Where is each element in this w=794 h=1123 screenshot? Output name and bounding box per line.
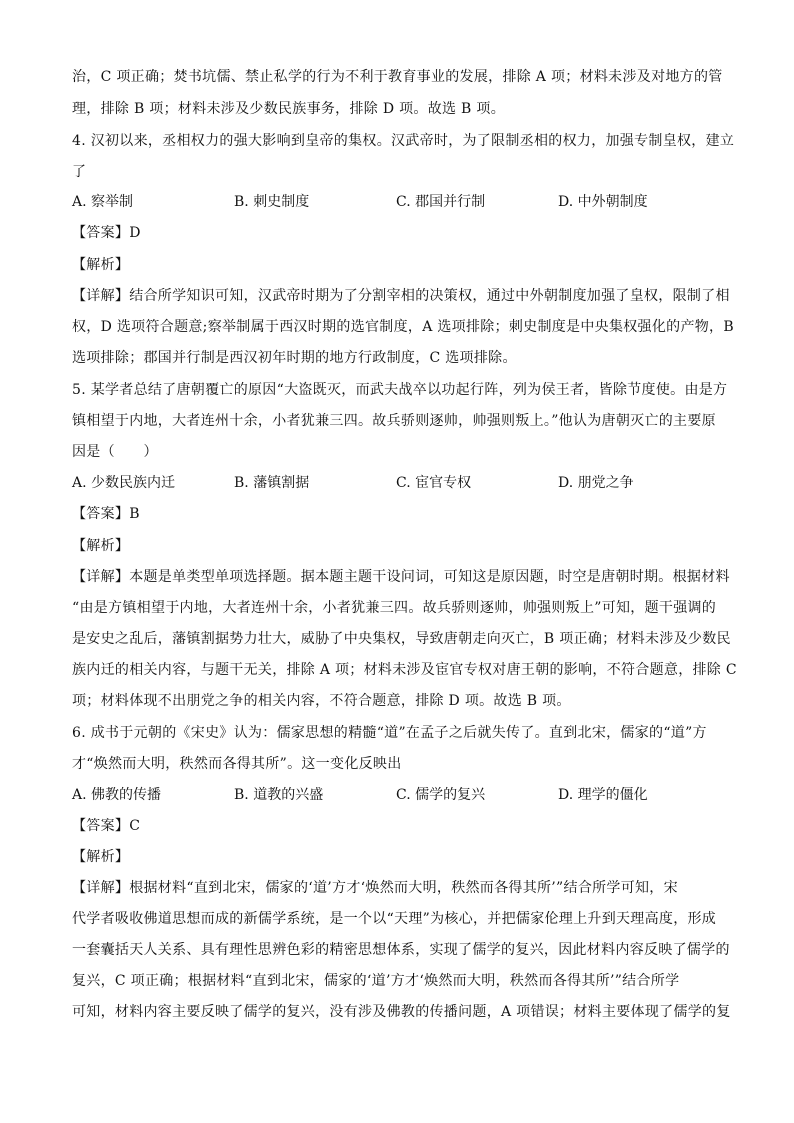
option-d: D. 中外朝制度	[558, 194, 648, 210]
detail-text: 一套囊括天人关系、具有理性思辨色彩的精密思想体系，实现了儒学的复兴，因此材料内容反映了儒学的	[72, 942, 730, 958]
answer-label: 【答案】B	[72, 506, 140, 522]
option-a: A. 佛教的传播	[72, 787, 162, 803]
option-c: C. 郡国并行制	[396, 194, 486, 210]
option-a: A. 少数民族内迁	[72, 475, 176, 491]
answer-label: 【答案】C	[72, 818, 141, 834]
text-line: 治，C 项正确；焚书坑儒、禁止私学的行为不利于教育事业的发展，排除 A 项；材料未涉及对地方的管	[72, 69, 723, 85]
detail-text: 族内迁的相关内容，与题干无关，排除 A 项；材料未涉及宦官专权对唐王朝的影响，不符合题意，排除 C	[72, 662, 737, 678]
detail-text: 选项排除；郡国并行制是西汉初年时期的地方行政制度，C 选项排除。	[72, 350, 517, 366]
detail-text: 复兴，C 项正确；根据材料“直到北宋，儒家的‘道’方才‘焕然而大明，秩然而各得其所’”结合所学	[72, 973, 680, 989]
detail-text: 【详解】根据材料“直到北宋，儒家的‘道’方才‘焕然而大明，秩然而各得其所’”结合所学可知，宋	[72, 880, 678, 896]
question-4-stem: 4. 汉初以来，丞相权力的强大影响到皇帝的集权。汉武帝时，为了限制丞相的权力，加强专制皇权，建立	[72, 133, 735, 149]
answer-label: 【答案】D	[72, 225, 141, 241]
question-6-stem: 6. 成书于元朝的《宋史》认为：儒家思想的精髓“道”在孟子之后就失传了。直到北宋，儒家的“道”方	[72, 725, 707, 741]
analysis-label: 【解析】	[72, 538, 130, 554]
detail-text: 是安史之乱后，藩镇割据势力壮大，威胁了中央集权，导致唐朝走向灭亡，B 项正确；材料未涉及少数民	[72, 631, 731, 647]
analysis-label: 【解析】	[72, 849, 130, 865]
option-c: C. 宦官专权	[396, 475, 472, 491]
analysis-label: 【解析】	[72, 257, 130, 273]
detail-text: 【详解】结合所学知识可知，汉武帝时期为了分割宰相的决策权，通过中外朝制度加强了皇权，限制了相	[72, 288, 730, 304]
question-5-stem: 镇相望于内地，大者连州十余，小者犹兼三四。故兵骄则逐帅，帅强则叛上。”他认为唐朝灭亡的主要原	[72, 413, 716, 429]
detail-text: 可知，材料内容主要反映了儒学的复兴，没有涉及佛教的传播问题，A 项错误；材料主要体现了儒学的复	[72, 1004, 731, 1020]
detail-text: 权，D 选项符合题意;察举制属于西汉时期的选官制度，A 选项排除；刺史制度是中央集权强化的产物，B	[72, 319, 734, 335]
text-line: 理，排除 B 项；材料未涉及少数民族事务，排除 D 项。故选 B 项。	[72, 101, 505, 117]
detail-text: 项；材料体现不出朋党之争的相关内容，不符合题意，排除 D 项。故选 B 项。	[72, 693, 571, 709]
option-d: D. 理学的僵化	[558, 787, 648, 803]
option-c: C. 儒学的复兴	[396, 787, 486, 803]
option-b: B. 藩镇割据	[234, 475, 310, 491]
option-b: B. 道教的兴盛	[234, 787, 324, 803]
question-5-stem: 5. 某学者总结了唐朝覆亡的原因“大盗既灭，而武夫战卒以功起行阵，列为侯王者，皆除节度使。由是方	[72, 382, 728, 398]
option-b: B. 刺史制度	[234, 194, 310, 210]
option-d: D. 朋党之争	[558, 475, 634, 491]
detail-text: 代学者吸收佛道思想而成的新儒学系统，是一个以“天理”为核心，并把儒家伦理上升到天理高度，形成	[72, 911, 717, 927]
option-a: A. 察举制	[72, 194, 134, 210]
question-5-stem: 因是（ ）	[72, 444, 158, 460]
detail-text: 【详解】本题是单类型单项选择题。据本题主题干设问词，可知这是原因题，时空是唐朝时期。根据材料	[72, 569, 730, 585]
detail-text: “由是方镇相望于内地，大者连州十余，小者犹兼三四。故兵骄则逐帅，帅强则叛上”可知，题干强调的	[72, 600, 717, 616]
question-6-stem: 才“焕然而大明，秩然而各得其所”。这一变化反映出	[72, 756, 402, 772]
question-4-stem: 了	[72, 164, 87, 180]
